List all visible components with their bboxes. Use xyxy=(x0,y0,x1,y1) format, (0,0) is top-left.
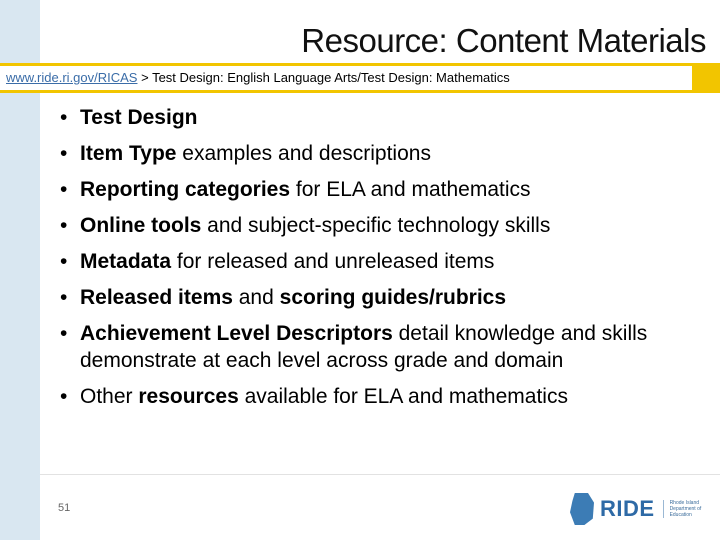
bullet-text: available for ELA and mathematics xyxy=(238,385,568,408)
bullet-item xyxy=(58,248,708,275)
logo-subtitle: Rhode Island Department of Education xyxy=(663,500,714,518)
bullet-text: for ELA and mathematics xyxy=(290,178,531,201)
logo-text: RIDE xyxy=(600,496,655,521)
bullet-text: and xyxy=(232,286,280,309)
bullet-dot: • xyxy=(60,106,68,129)
bullet-dot: • xyxy=(60,142,68,165)
content-bullet-list xyxy=(58,104,708,419)
page-number: 51 xyxy=(58,502,71,514)
bullet-item xyxy=(58,320,708,374)
bullet-dot: • xyxy=(60,286,68,309)
bullet-dot: • xyxy=(60,214,68,237)
bullet-item xyxy=(58,140,708,167)
bullet-bold-text: Reporting categories xyxy=(80,178,291,201)
bullet-item xyxy=(58,212,708,239)
bullet-bold-text: Metadata xyxy=(80,250,172,273)
bullet-bold-text: Item Type xyxy=(80,142,177,165)
bullet-text: examples and descriptions xyxy=(176,142,431,165)
bullet-text: Other xyxy=(80,385,139,408)
bullet-bold-text: scoring guides/rubrics xyxy=(279,286,507,309)
bullet-item xyxy=(58,104,708,131)
bullet-dot: • xyxy=(60,322,68,345)
bullet-bold-text: Test Design xyxy=(80,106,198,129)
source-path-text: > Test Design: English Language Arts/Test Design: Mathematics xyxy=(137,70,510,85)
bullet-text: detail knowledge and skills demonstrate at each level across grade and domain xyxy=(80,322,648,372)
bullet-bold-text: Released items xyxy=(80,286,233,309)
bullet-item xyxy=(58,383,708,410)
bullet-text: for released and unreleased items xyxy=(171,250,495,273)
bullet-dot: • xyxy=(60,385,68,408)
bullet-text: and subject-specific technology skills xyxy=(201,214,551,237)
bullet-bold-text: Online tools xyxy=(80,214,202,237)
source-banner xyxy=(0,63,720,93)
bullet-item xyxy=(58,176,708,203)
bullet-dot: • xyxy=(60,250,68,273)
source-path xyxy=(0,66,692,90)
ricas-link[interactable]: www.ride.ri.gov/RICAS xyxy=(6,70,138,85)
bullet-dot: • xyxy=(60,178,68,201)
rhode-island-state-icon xyxy=(570,493,594,525)
ride-logo xyxy=(570,492,714,526)
footer-divider xyxy=(40,474,720,475)
slide-title: Resource: Content Materials xyxy=(301,22,706,59)
bullet-bold-text: resources xyxy=(138,385,239,408)
bullet-bold-text: Achievement Level Descriptors xyxy=(80,322,393,345)
bullet-item xyxy=(58,284,708,311)
